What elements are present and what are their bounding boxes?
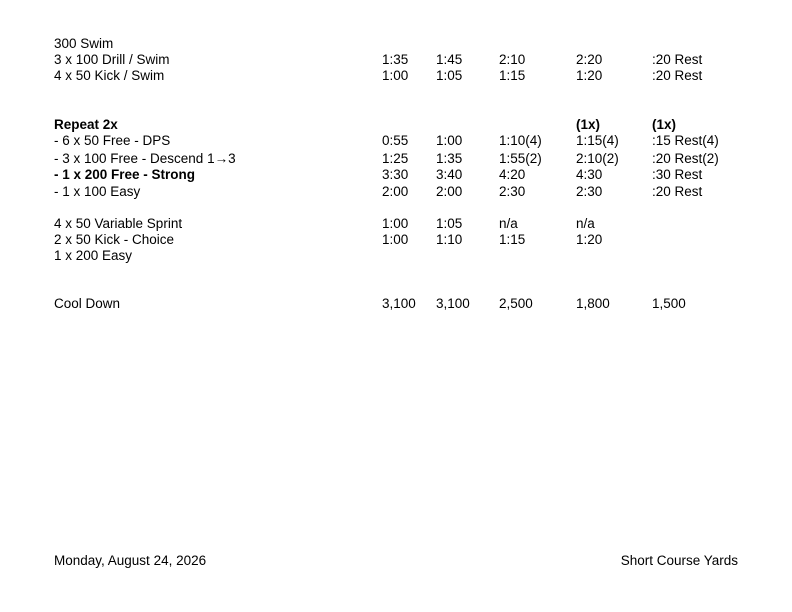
interval-2: 1:05	[436, 216, 463, 231]
interval-2: 1:45	[436, 52, 463, 67]
interval-2: 1:00	[436, 133, 463, 148]
interval-2: 1:10	[436, 232, 463, 247]
interval-3: 2:10	[499, 52, 526, 67]
workout-row	[0, 184, 792, 200]
interval-1: 2:00	[382, 184, 409, 199]
interval-4: 1,800	[576, 296, 610, 311]
workout-row	[0, 216, 792, 232]
interval-3: 2,500	[499, 296, 533, 311]
workout-row	[0, 133, 792, 149]
interval-3: 4:20	[499, 167, 526, 182]
set-description: 4 x 50 Kick / Swim	[54, 68, 165, 83]
interval-5: :20 Rest	[652, 68, 703, 83]
set-description: - 6 x 50 Free - DPS	[54, 133, 171, 148]
interval-4: 4:30	[576, 167, 603, 182]
interval-3: 1:15	[499, 232, 526, 247]
interval-1: 1:00	[382, 68, 409, 83]
interval-3: 1:55(2)	[499, 151, 542, 166]
interval-3: 1:15	[499, 68, 526, 83]
interval-5: :20 Rest	[652, 52, 703, 67]
footer-course-type: Short Course Yards	[620, 553, 738, 568]
set-description: - 3 x 100 Free - Descend 1→3	[54, 151, 236, 166]
set-description: Cool Down	[54, 296, 121, 311]
footer-date: Monday, August 24, 2026	[54, 553, 207, 568]
interval-5: :20 Rest(2)	[652, 151, 719, 166]
workout-row	[0, 36, 792, 52]
set-description: 3 x 100 Drill / Swim	[54, 52, 170, 67]
interval-4: n/a	[576, 216, 595, 231]
set-description: 4 x 50 Variable Sprint	[54, 216, 183, 231]
interval-5: 1,500	[652, 296, 686, 311]
interval-2: 3,100	[436, 296, 470, 311]
interval-1: 3,100	[382, 296, 416, 311]
interval-3: 1:10(4)	[499, 133, 542, 148]
interval-4: (1x)	[576, 117, 601, 132]
set-description: Repeat 2x	[54, 117, 118, 132]
interval-4: 1:20	[576, 232, 603, 247]
interval-3: n/a	[499, 216, 518, 231]
interval-5: (1x)	[652, 117, 677, 132]
interval-1: 3:30	[382, 167, 409, 182]
interval-4: 2:20	[576, 52, 603, 67]
interval-5: :20 Rest	[652, 184, 703, 199]
workout-row	[0, 151, 792, 167]
interval-1: 1:35	[382, 52, 409, 67]
interval-4: 2:10(2)	[576, 151, 619, 166]
workout-row	[0, 167, 792, 183]
interval-5: :30 Rest	[652, 167, 703, 182]
set-description: 300 Swim	[54, 36, 114, 51]
interval-4: 2:30	[576, 184, 603, 199]
interval-1: 1:25	[382, 151, 409, 166]
interval-1: 1:00	[382, 232, 409, 247]
interval-4: 1:15(4)	[576, 133, 619, 148]
workout-row	[0, 117, 792, 133]
set-description: 1 x 200 Easy	[54, 248, 133, 263]
interval-3: 2:30	[499, 184, 526, 199]
interval-1: 0:55	[382, 133, 409, 148]
workout-row	[0, 52, 792, 68]
workout-row	[0, 232, 792, 248]
interval-2: 1:35	[436, 151, 463, 166]
workout-row	[0, 248, 792, 264]
interval-1: 1:00	[382, 216, 409, 231]
set-description: 2 x 50 Kick - Choice	[54, 232, 175, 247]
interval-2: 2:00	[436, 184, 463, 199]
set-description: - 1 x 200 Free - Strong	[54, 167, 196, 182]
workout-row	[0, 296, 792, 312]
interval-2: 3:40	[436, 167, 463, 182]
interval-2: 1:05	[436, 68, 463, 83]
set-description: - 1 x 100 Easy	[54, 184, 141, 199]
interval-5: :15 Rest(4)	[652, 133, 719, 148]
interval-4: 1:20	[576, 68, 603, 83]
workout-row	[0, 68, 792, 84]
